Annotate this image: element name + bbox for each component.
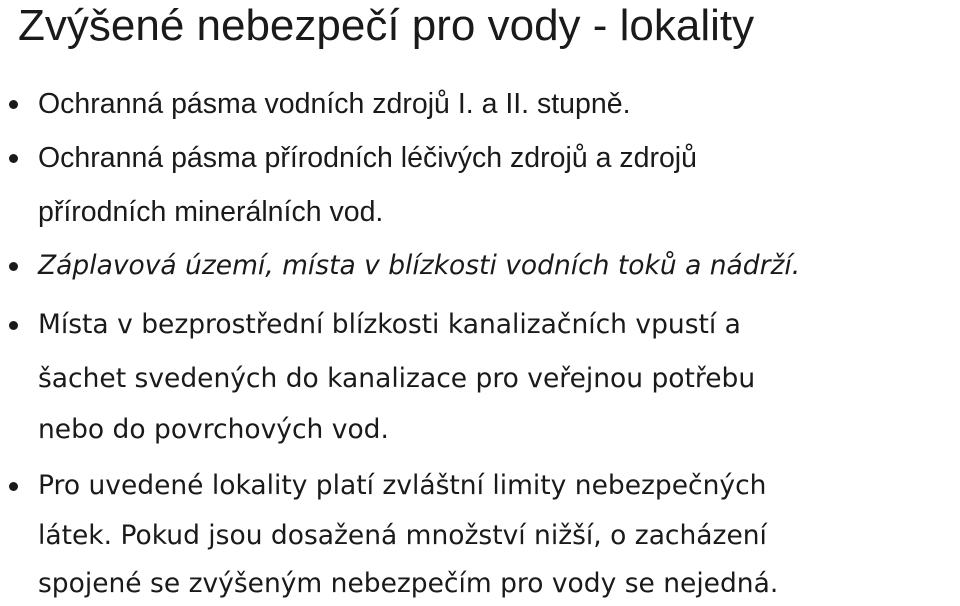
bullet-text-line: šachet svedených do kanalizace pro veřejnou potřebu <box>38 363 756 394</box>
bullet-dot-icon <box>9 100 18 109</box>
bullet-dot-icon <box>9 321 18 330</box>
bullet-text-line: nebo do povrchových vod. <box>38 414 389 445</box>
bullet-dot-icon <box>9 154 18 163</box>
slide-title: Zvýšené nebezpečí pro vody - lokality <box>18 1 755 50</box>
bullet-dot-icon <box>9 262 18 271</box>
bullet-text-line: spojené se zvýšeným nebezpečím pro vody se nejedná. <box>38 568 779 599</box>
bullet-text-line: Ochranná pásma vodních zdrojů I. a II. stupně. <box>38 88 631 120</box>
bullet-text-line: Ochranná pásma přírodních léčivých zdrojů a zdrojů <box>38 142 697 174</box>
bullet-text-line: Záplavová území, místa v blízkosti vodních toků a nádrží. <box>38 250 801 281</box>
bullet-text-line: Pro uvedené lokality platí zvláštní limity nebezpečných <box>38 470 767 501</box>
bullet-text-line: přírodních minerálních vod. <box>38 196 384 228</box>
bullet-text-line: látek. Pokud jsou dosažená množství nižší, o zacházení <box>38 520 767 551</box>
bullet-dot-icon <box>9 482 18 491</box>
bullet-text-line: Místa v bezprostřední blízkosti kanalizačních vpustí a <box>38 309 741 340</box>
